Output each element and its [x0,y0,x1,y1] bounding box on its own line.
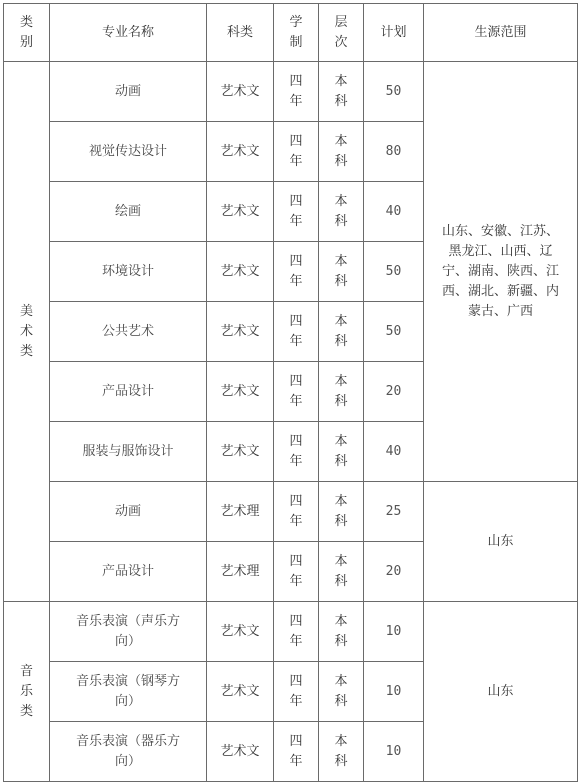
header-category-char: 别 [19,34,33,50]
duration-cell [274,422,319,482]
plan-cell: 10 [364,602,424,662]
duration-cell [274,662,319,722]
level-char: 科 [334,513,348,529]
duration-char: 四 [289,493,303,509]
duration-cell [274,722,319,782]
major-name-line: 音乐表演（声乐方 [75,613,180,629]
duration-char: 年 [289,213,303,229]
subject-cell: 艺术文 [207,602,274,662]
level-cell [319,482,364,542]
enrollment-plan-table [3,3,578,782]
region-line: 蒙古、广西 [467,303,533,319]
header-duration-char: 制 [289,34,303,50]
plan-cell: 20 [364,362,424,422]
level-char: 本 [334,133,348,149]
major-name: 动画 [50,62,207,122]
duration-char: 年 [289,453,303,469]
level-cell [319,542,364,602]
duration-char: 四 [289,673,303,689]
plan-cell: 20 [364,542,424,602]
level-char: 本 [334,433,348,449]
duration-cell [274,122,319,182]
duration-char: 四 [289,373,303,389]
duration-char: 年 [289,633,303,649]
major-name: 产品设计 [50,542,207,602]
category-char: 乐 [19,683,33,699]
category-cell [4,602,50,782]
major-name-line: 音乐表演（器乐方 [75,733,180,749]
duration-cell [274,302,319,362]
level-cell [319,302,364,362]
major-name: 绘画 [50,182,207,242]
level-cell [319,362,364,422]
header-subject: 科类 [207,4,274,62]
level-char: 本 [334,553,348,569]
duration-char: 年 [289,393,303,409]
duration-char: 年 [289,753,303,769]
level-cell [319,602,364,662]
subject-cell: 艺术文 [207,662,274,722]
region-line: 山东 [487,533,514,549]
region-cell [424,482,578,602]
major-name [50,662,207,722]
subject-cell: 艺术文 [207,182,274,242]
subject-cell: 艺术文 [207,362,274,422]
level-char: 本 [334,613,348,629]
region-line: 西、湖北、新疆、内 [441,283,559,299]
region-line: 宁、湖南、陕西、江 [441,263,559,279]
duration-char: 年 [289,273,303,289]
level-cell [319,62,364,122]
level-char: 科 [334,213,348,229]
level-char: 科 [334,693,348,709]
subject-cell: 艺术理 [207,482,274,542]
subject-cell: 艺术文 [207,62,274,122]
major-name: 产品设计 [50,362,207,422]
duration-char: 四 [289,553,303,569]
plan-cell: 25 [364,482,424,542]
major-name: 环境设计 [50,242,207,302]
table-row [4,482,578,542]
level-char: 本 [334,73,348,89]
level-char: 科 [334,153,348,169]
duration-char: 年 [289,573,303,589]
header-level-char: 次 [334,34,348,50]
subject-cell: 艺术文 [207,242,274,302]
category-char: 音 [19,663,33,679]
level-char: 本 [334,193,348,209]
level-cell [319,122,364,182]
plan-cell: 50 [364,62,424,122]
subject-cell: 艺术理 [207,542,274,602]
table-row [4,62,578,122]
category-char: 美 [19,303,33,319]
category-char: 类 [19,343,33,359]
duration-char: 四 [289,73,303,89]
subject-cell: 艺术文 [207,422,274,482]
region-cell [424,602,578,782]
duration-char: 年 [289,333,303,349]
region-line: 黑龙江、山西、辽 [448,243,553,259]
duration-cell [274,182,319,242]
level-char: 本 [334,373,348,389]
major-name [50,602,207,662]
duration-cell [274,482,319,542]
duration-char: 年 [289,153,303,169]
duration-char: 年 [289,693,303,709]
duration-char: 四 [289,613,303,629]
major-name-line: 向） [114,633,141,649]
category-char: 类 [19,703,33,719]
level-char: 科 [334,753,348,769]
category-char: 术 [19,323,33,339]
header-category [4,4,50,62]
duration-char: 四 [289,133,303,149]
plan-cell: 50 [364,242,424,302]
plan-cell: 80 [364,122,424,182]
plan-cell: 10 [364,722,424,782]
duration-char: 四 [289,433,303,449]
level-char: 本 [334,673,348,689]
duration-cell [274,242,319,302]
level-char: 科 [334,333,348,349]
table-body [4,62,578,782]
header-row [4,4,578,62]
duration-char: 四 [289,733,303,749]
subject-cell: 艺术文 [207,722,274,782]
region-line: 山东 [487,683,514,699]
duration-char: 四 [289,313,303,329]
header-level-char: 层 [334,14,348,30]
category-cell [4,62,50,602]
major-name-line: 音乐表演（钢琴方 [75,673,180,689]
level-cell [319,422,364,482]
plan-cell: 50 [364,302,424,362]
header-plan: 计划 [364,4,424,62]
level-char: 科 [334,573,348,589]
major-name: 服装与服饰设计 [50,422,207,482]
level-cell [319,662,364,722]
level-char: 本 [334,493,348,509]
header-category-char: 类 [19,14,33,30]
major-name: 动画 [50,482,207,542]
level-cell [319,182,364,242]
level-char: 科 [334,453,348,469]
region-line: 山东、安徽、江苏、 [441,223,559,239]
region-cell [424,62,578,482]
level-char: 科 [334,93,348,109]
header-major: 专业名称 [50,4,207,62]
level-char: 本 [334,733,348,749]
level-char: 科 [334,273,348,289]
major-name: 视觉传达设计 [50,122,207,182]
duration-cell [274,602,319,662]
level-char: 本 [334,313,348,329]
duration-cell [274,62,319,122]
plan-cell: 40 [364,182,424,242]
subject-cell: 艺术文 [207,302,274,362]
header-duration [274,4,319,62]
subject-cell: 艺术文 [207,122,274,182]
major-name-line: 向） [114,753,141,769]
level-cell [319,242,364,302]
table-row [4,602,578,662]
duration-char: 年 [289,513,303,529]
major-name [50,722,207,782]
header-duration-char: 学 [289,14,303,30]
major-name-line: 向） [114,693,141,709]
duration-cell [274,362,319,422]
duration-cell [274,542,319,602]
major-name: 公共艺术 [50,302,207,362]
header-level [319,4,364,62]
level-char: 科 [334,393,348,409]
level-cell [319,722,364,782]
duration-char: 四 [289,253,303,269]
header-region: 生源范围 [424,4,578,62]
duration-char: 年 [289,93,303,109]
plan-cell: 40 [364,422,424,482]
plan-cell: 10 [364,662,424,722]
level-char: 科 [334,633,348,649]
duration-char: 四 [289,193,303,209]
level-char: 本 [334,253,348,269]
